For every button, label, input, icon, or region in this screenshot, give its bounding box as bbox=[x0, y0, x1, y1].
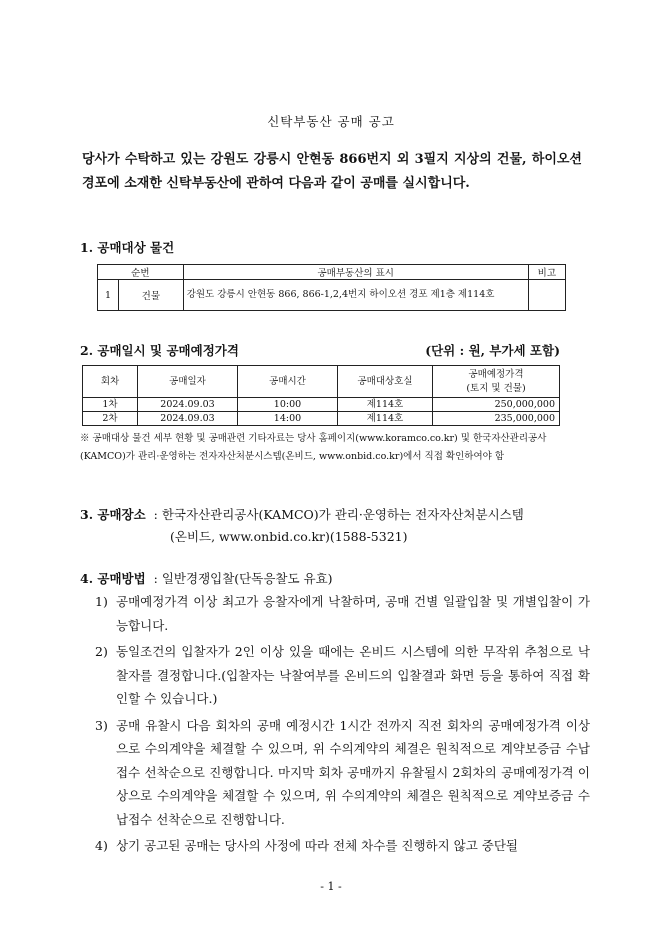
section4-colon: : bbox=[149, 571, 162, 586]
schedule-footnote: ※ 공매대상 물건 세부 현황 및 공매관련 기타자료는 당사 홈페이지(www.koramco.co.kr) 및 한국자산관리공사(KAMCO)가 관리·운영하는 전자자산처분시스템(온비드, www.onbid.co.kr)에서 직접 확인하여야 함 bbox=[80, 433, 547, 462]
col-date-header: 공매일자 bbox=[138, 366, 238, 398]
col-round-header: 회차 bbox=[83, 366, 138, 398]
list-item bbox=[95, 640, 590, 711]
method-list bbox=[95, 590, 590, 861]
list-item-number: 3) bbox=[95, 717, 108, 733]
table-row bbox=[83, 398, 560, 412]
cell-date: 2024.09.03 bbox=[138, 412, 238, 426]
list-item bbox=[95, 590, 590, 637]
section4-text: 일반경쟁입찰(단독응찰도 유효) bbox=[161, 571, 333, 586]
section3-text-line1: 한국자산관리공사(KAMCO)가 관리·운영하는 전자자산처분시스템 bbox=[161, 507, 524, 522]
price-header-line1: 공매예정가격 bbox=[468, 368, 524, 380]
intro-paragraph: 당사가 수탁하고 있는 강원도 강릉시 안현동 866번지 외 3필지 지상의 건물, 하이오션 경포에 소재한 신탁부동산에 관하여 다음과 같이 공매를 실시합니다. bbox=[82, 152, 582, 191]
schedule-table bbox=[82, 365, 560, 426]
unit-note: (단위 : 원, 부가세 포함) bbox=[425, 343, 560, 358]
table-row bbox=[98, 280, 566, 311]
col-unit-header: 공매대상호실 bbox=[338, 366, 433, 398]
cell-no: 1 bbox=[98, 280, 119, 311]
cell-price: 235,000,000 bbox=[433, 412, 560, 426]
cell-unit: 제114호 bbox=[338, 398, 433, 412]
col-price-header bbox=[433, 366, 560, 398]
price-header-line2: (토지 및 건물) bbox=[466, 382, 526, 394]
list-item-number: 4) bbox=[95, 838, 108, 853]
cell-desc: 강원도 강릉시 안현동 866, 866-1,2,4번지 하이오션 경포 제1층 제114호 bbox=[183, 280, 528, 311]
cell-price: 250,000,000 bbox=[433, 398, 560, 412]
col-note-header: 비고 bbox=[528, 265, 565, 280]
cell-note bbox=[528, 280, 565, 311]
cell-time: 14:00 bbox=[238, 412, 338, 426]
cell-date: 2024.09.03 bbox=[138, 398, 238, 412]
col-time-header: 공매시간 bbox=[238, 366, 338, 398]
section4 bbox=[80, 568, 590, 590]
section2-heading: 2. 공매일시 및 공매예정가격 bbox=[80, 343, 239, 358]
cell-type: 건물 bbox=[119, 280, 184, 311]
page-number: - 1 - bbox=[320, 880, 342, 893]
section1-heading: 1. 공매대상 물건 bbox=[80, 240, 175, 255]
section3-text-line2: (온비드, www.onbid.co.kr)(1588-5321) bbox=[170, 529, 408, 544]
cell-time: 10:00 bbox=[238, 398, 338, 412]
section3-colon: : bbox=[149, 507, 162, 522]
property-table bbox=[97, 264, 566, 311]
cell-round: 1차 bbox=[83, 398, 138, 412]
section4-label: 4. 공매방법 bbox=[80, 571, 146, 586]
list-item bbox=[95, 834, 590, 858]
cell-round: 2차 bbox=[83, 412, 138, 426]
list-item-text: 공매예정가격 이상 최고가 응찰자에게 낙찰하며, 공매 건별 일괄입찰 및 개별입찰이 가능합니다. bbox=[116, 594, 590, 633]
list-item-text: 상기 공고된 공매는 당사의 사정에 따라 전체 차수를 진행하지 않고 중단될 bbox=[116, 838, 518, 853]
list-item-number: 2) bbox=[95, 644, 108, 659]
list-item-number: 1) bbox=[95, 594, 108, 609]
cell-unit: 제114호 bbox=[338, 412, 433, 426]
section3-label: 3. 공매장소 bbox=[80, 507, 146, 522]
table-row bbox=[83, 412, 560, 426]
document-title: 신탁부동산 공매 공고 bbox=[267, 114, 395, 129]
col-desc-header: 공매부동산의 표시 bbox=[183, 265, 528, 280]
section3 bbox=[80, 504, 590, 548]
list-item-text: 공매 유찰시 다음 회차의 공매 예정시간 1시간 전까지 직전 회차의 공매예정가격 이상으로 수의계약을 체결할 수 있으며, 위 수의계약의 체결은 원칙적으로 계약보증금 수납접수 선착순으로 진행합니다. 마지막 회차 공매까지 유찰될시 2회차의 공매예정가격 이상으로 수의계약을 체결할 수 있으며, 위 수의계약의 체결은 원칙적으로 계약보증금 수납접수 선착순으로 진행합니다. bbox=[116, 717, 590, 827]
col-seq-header: 순번 bbox=[98, 265, 184, 280]
list-item bbox=[95, 714, 590, 832]
list-item-text: 동일조건의 입찰자가 2인 이상 있을 때에는 온비드 시스템에 의한 무작위 추첨으로 낙찰자를 결정합니다.(입찰자는 낙찰여부를 온비드의 입찰결과 화면 등을 통하여 직접 확인할 수 있습니다.) bbox=[116, 644, 590, 706]
